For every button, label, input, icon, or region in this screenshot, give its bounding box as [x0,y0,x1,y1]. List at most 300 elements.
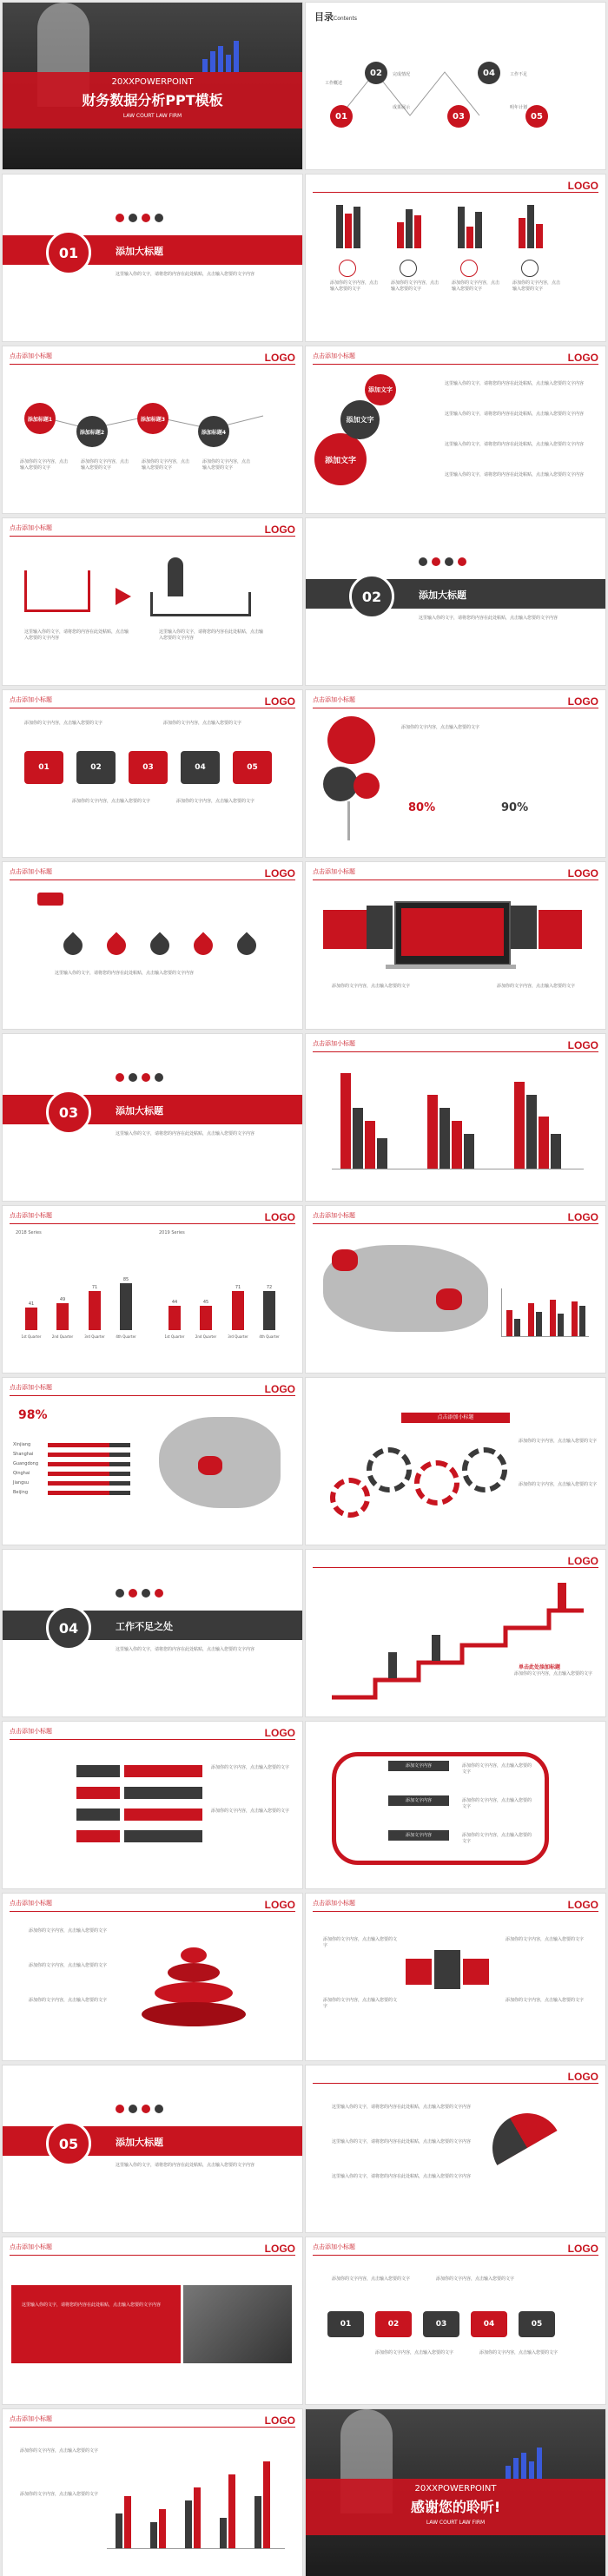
contents-label-4: 工作不足 [510,72,528,77]
step-text-1: 添加你的文字内容，点击输入您要的文字 [332,2276,411,2282]
slide-label: 点击添加小标题 [313,2243,355,2250]
logo: LOGO [264,1211,295,1223]
chart-value-label: 44 [171,1300,178,1305]
circles-text-2: 这里输入你的文字，请将您的内容在此处粘贴，点击输入您要的文字内容 [445,412,585,417]
contents-label-2: 完成情况 [393,72,411,77]
slide-label: 点击添加小标题 [10,524,52,531]
map-progress-fill [48,1453,109,1457]
chart2-plot [159,1267,285,1341]
arrow-row-2-right [124,1787,202,1799]
circles-text-4: 这里输入你的文字，请将您的内容在此处粘贴，点击输入您要的文字内容 [445,472,585,478]
contents-item-5[interactable]: 05 [525,105,548,128]
laptop-slide[interactable] [306,862,605,1029]
slide-label: 点击添加小标题 [10,696,52,703]
icon-4 [155,1589,163,1598]
slide-label: 点击添加小标题 [10,2415,52,2422]
contents-title: 目录Contents [314,11,357,23]
puzzle-piece-2: 02 [76,751,116,784]
header-line [313,192,598,193]
ending-slide[interactable] [306,2409,605,2576]
section-number: 01 [46,230,91,275]
blocks-text-2: 添加你的文字内容，点击输入您要的文字 [323,1998,398,2009]
drop-4 [189,932,216,959]
meeting-icon [24,570,90,612]
map-progress-label: Jiangsu [13,1480,30,1486]
figure-1 [388,1652,397,1678]
block-3 [463,1959,489,1985]
chart-bar [200,1306,212,1330]
icon-3 [142,214,150,222]
slide-label: 点击添加小标题 [313,352,355,359]
red-text-panel [11,2285,181,2363]
chart-category-label: 2nd Quarter [51,1334,74,1339]
logo: LOGO [567,180,598,192]
office-photo [183,2285,292,2363]
arrow-row-2-left [76,1787,120,1799]
contents-label-5: 明年计划 [510,105,528,110]
map-percent: 98% [18,1408,48,1422]
map-progress-row [13,1479,135,1488]
slide-label: 点击添加小标题 [313,1900,355,1907]
chart-bar [232,1291,244,1330]
icon-1 [116,1589,124,1598]
drop-3 [146,932,173,959]
section-title: 工作不足之处 [116,1621,173,1632]
arrow-list-slide[interactable] [3,1722,302,1888]
header-line [10,2427,295,2428]
chart-category-label: 3rd Quarter [84,1334,105,1339]
ending-bars [506,2444,592,2479]
drops-slide[interactable] [3,862,302,1029]
icon-2 [129,1589,137,1598]
photo-text-slide[interactable] [3,2237,302,2404]
header-line [10,2255,295,2256]
section-body: 这里输入你的文字，请将您的内容在此处粘贴，点击输入您要的文字内容 [116,2163,255,2168]
map-progress-label: Xinjiang [13,1442,31,1447]
section-body: 这里输入你的文字，请将您的内容在此处粘贴，点击输入您要的文字内容 [116,1131,255,1136]
panel-text: 这里输入你的文字，请将您的内容在此处粘贴，点击输入您要的文字内容 [22,2303,162,2308]
section-body: 这里输入你的文字，请将您的内容在此处粘贴，点击输入您要的文字内容 [116,272,255,277]
logo: LOGO [264,867,295,880]
map-progress-track [48,1472,130,1476]
ending-subtitle: LAW COURT LAW FIRM [426,2520,486,2526]
icon-2 [129,2105,137,2113]
logo: LOGO [264,1727,295,1739]
process-text-2: 添加你的文字内容，点击输入您要的文字 [81,459,129,471]
ending-title: 感谢您的聆听! [410,2499,501,2515]
slide-label: 点击添加小标题 [313,1040,355,1047]
section-05-slide[interactable] [3,2065,302,2232]
map-progress-fill [48,1443,109,1447]
grouped-bar-slide[interactable] [306,1034,605,1201]
section-04-slide[interactable] [3,1550,302,1716]
tree-text: 添加你的文字内容，点击输入您要的文字 [401,725,480,730]
section-number: 05 [46,2121,91,2166]
tree-circle-right [354,773,380,799]
chart1-title: 2018 Series [16,1230,42,1235]
map-progress-list [13,1440,135,1498]
arrow-row-4-right [124,1830,202,1842]
slide-label: 点击添加小标题 [10,868,52,875]
logo: LOGO [567,867,598,880]
map-progress-track [48,1453,130,1457]
pie-icon [339,260,356,277]
step-2: 02 [375,2311,412,2337]
chart-bar [263,1291,275,1330]
section-body: 这里输入你的文字，请将您的内容在此处粘贴，点击输入您要的文字内容 [116,1647,255,1652]
header-line [313,2083,598,2084]
section-title: 添加大标题 [116,2137,163,2148]
bulb-icon [521,260,539,277]
section-02-slide[interactable] [306,518,605,685]
percent-2: 90% [501,801,529,814]
bars-icons-slide[interactable] [306,175,605,341]
pyramid-layer-2 [168,1963,220,1982]
flow-text-3: 添加你的文字内容，点击输入您要的文字 [462,1833,532,1844]
header-line [313,1051,598,1052]
chart-value-label: 71 [91,1285,98,1290]
contents-item-1[interactable]: 01 [330,105,353,128]
line-bar-slide[interactable] [3,2409,302,2576]
linebar-text-2: 添加你的文字内容，点击输入您要的文字 [20,2492,99,2497]
chart-category-label: 1st Quarter [21,1334,42,1339]
puzzle-piece-3: 03 [129,751,168,784]
map-progress-fill [48,1481,109,1486]
map-progress-label: Beijing [13,1490,29,1495]
umbrella-icon [479,2100,574,2195]
section-03-slide[interactable] [3,1034,302,1201]
faucet-icon [37,893,63,906]
header-line [10,1739,295,1740]
contents-connector [306,3,605,169]
chart-value-label: 49 [59,1297,66,1302]
process-text-4: 添加你的文字内容，点击输入您要的文字 [202,459,251,471]
logo: LOGO [567,352,598,364]
laptop-base [386,965,516,969]
chart-value-label: 71 [235,1285,241,1290]
map-progress-fill [48,1491,109,1495]
flow-text-2: 添加你的文字内容，点击输入您要的文字 [462,1798,532,1809]
chart-category-label: 2nd Quarter [195,1334,217,1339]
pyramid-layer-4 [142,2002,246,2026]
icon-1 [419,557,427,566]
arrow-text-2: 添加你的文字内容，点击输入您要的文字 [211,1808,290,1814]
chart-bar [120,1283,132,1330]
caption-3: 添加你的文字内容，点击输入您要的文字 [452,280,500,292]
chart-bar [169,1306,181,1330]
map-progress-row [13,1450,135,1459]
laptop-text-1: 添加你的文字内容，点击输入您要的文字 [332,984,411,989]
map-progress-track [48,1462,130,1466]
contents-item-3[interactable]: 03 [447,105,470,128]
block-1 [406,1959,432,1985]
logo: LOGO [264,2415,295,2427]
slide-label: 点击添加小标题 [10,1900,52,1907]
map-progress-label: Qinghai [13,1471,30,1476]
pyramid-text-2: 添加你的文字内容，点击输入您要的文字 [29,1963,108,1968]
gears-title: 点击添加小标题 [401,1413,510,1423]
contents-item-2[interactable]: 02 [365,62,387,84]
contents-label-3: 成果展示 [393,105,411,110]
map-progress-fill [48,1472,109,1476]
puzzle-text-4: 添加你的文字内容，点击输入您要的文字 [176,799,255,804]
logo: LOGO [567,2243,598,2255]
header-line [10,536,295,537]
stairs-slide[interactable] [306,1550,605,1716]
linebar-text-1: 添加你的文字内容，点击输入您要的文字 [20,2448,99,2454]
step-1: 01 [327,2311,364,2337]
big-circle-1: 添加文字 [314,433,367,485]
chart-value-label: 45 [202,1300,209,1305]
puzzle-text-1: 添加你的文字内容，点击输入您要的文字 [24,721,103,726]
cover-title: 财务数据分析PPT模板 [82,92,223,109]
blocks-text-1: 添加你的文字内容，点击输入您要的文字 [323,1937,398,1948]
china-map-slide[interactable] [3,1378,302,1545]
header-line [10,1223,295,1224]
icon-4 [458,557,466,566]
logo: LOGO [264,352,295,364]
blocks-text-4: 添加你的文字内容，点击输入您要的文字 [506,1998,585,2003]
puzzle-text-3: 添加你的文字内容，点击输入您要的文字 [72,799,151,804]
section-01-slide[interactable] [3,175,302,341]
logo: LOGO [567,695,598,708]
section-number: 02 [349,574,394,619]
laptop-screen [394,901,511,965]
logo: LOGO [264,695,295,708]
laptop-text-2: 添加你的文字内容，点击输入您要的文字 [497,984,576,989]
process-node-2: 添加标题2 [76,416,108,447]
puzzle-piece-5: 05 [233,751,272,784]
caption-1: 添加你的文字内容，点击输入您要的文字 [330,280,379,292]
icon-1 [116,1073,124,1082]
person-icon [168,557,183,596]
line-bar-plot [107,2444,285,2549]
contents-slide[interactable] [306,3,605,169]
tree-trunk [347,801,350,840]
section-title: 添加大标题 [116,1105,163,1117]
slide-label: 点击添加小标题 [10,352,52,359]
puzzle-text-2: 添加你的文字内容，点击输入您要的文字 [163,721,242,726]
block-2 [434,1950,460,1989]
map-highlight-2 [436,1288,462,1310]
cover-bars [202,37,289,72]
ending-top-line: 20XXPOWERPOINT [414,2484,497,2494]
chart-bar [56,1303,69,1330]
gear-icon-3 [462,1447,507,1492]
map-progress-label: Guangdong [13,1461,39,1466]
logo: LOGO [264,2243,295,2255]
flow-loop-slide[interactable] [306,1722,605,1888]
step-5: 05 [519,2311,555,2337]
icon-1 [116,2105,124,2113]
drops-text: 这里输入你的文字，请将您的内容在此处粘贴，点击输入您要的文字内容 [55,971,195,976]
gears-text-2: 添加你的文字内容，点击输入您要的文字 [519,1482,598,1487]
section-title: 添加大标题 [116,246,163,257]
process-text-1: 添加你的文字内容，点击输入您要的文字 [20,459,69,471]
umbrella-text-1: 这里输入你的文字，请将您的内容在此处粘贴，点击输入您要的文字内容 [332,2105,472,2110]
drop-5 [233,932,260,959]
contents-label-1: 工作概述 [325,81,343,86]
grouped-bar-plot [332,1064,584,1169]
circles-slide[interactable] [306,346,605,513]
umbrella-text-3: 这里输入你的文字，请将您的内容在此处粘贴，点击输入您要的文字内容 [332,2174,472,2179]
gear-icon-2 [414,1460,459,1505]
icon-3 [445,557,453,566]
step-text-4: 添加你的文字内容，点击输入您要的文字 [479,2350,558,2355]
slide-label: 点击添加小标题 [10,2243,52,2250]
chart-value-label: 41 [28,1301,35,1307]
step-text-2: 添加你的文字内容，点击输入您要的文字 [436,2276,515,2282]
money-icon [460,260,478,277]
pyramid-layer-1 [181,1947,207,1963]
map-progress-row [13,1440,135,1450]
logo: LOGO [567,1555,598,1567]
ending-band [306,2479,605,2535]
flow-item-3: 添加文字内容 [388,1830,449,1841]
arrow-row-3-left [76,1808,120,1821]
process-slide[interactable] [3,346,302,513]
grouped-bars [336,201,579,248]
logo: LOGO [264,1383,295,1395]
icon-4 [155,1073,163,1082]
icon-3 [142,2105,150,2113]
icon-4 [155,2105,163,2113]
icon-2 [432,557,440,566]
flow-text-1: 添加你的文字内容，点击输入您要的文字 [462,1763,532,1775]
figure-3 [558,1583,566,1609]
chart-category-label: 1st Quarter [164,1334,185,1339]
chart-value-label: 72 [266,1285,273,1290]
logo: LOGO [567,1899,598,1911]
panel-3 [511,906,537,949]
chart-category-label: 4th Quarter [116,1334,136,1339]
contents-item-4[interactable]: 04 [478,62,500,84]
icon-2 [129,214,137,222]
panel-2 [367,906,393,949]
icons-text-1: 这里输入你的文字，请将您的内容在此处粘贴，点击输入您要的文字内容 [24,629,129,641]
process-node-4: 添加标题4 [198,416,229,447]
figure-2 [432,1635,440,1661]
map-progress-row [13,1459,135,1469]
chart-value-label: 85 [122,1277,129,1282]
chart-bar [25,1308,37,1330]
slide-label: 点击添加小标题 [10,1728,52,1735]
arrow-row-1-left [76,1765,120,1777]
slide-label: 点击添加小标题 [10,1212,52,1219]
arrow-row-3-right [124,1808,202,1821]
process-node-1: 添加标题1 [24,403,56,434]
header-line [313,2255,598,2256]
pyramid-text-3: 添加你的文字内容，点击输入您要的文字 [29,1998,108,2003]
map-progress-row [13,1488,135,1498]
icon-1 [116,214,124,222]
header-line [313,1911,598,1912]
slide-label: 点击添加小标题 [10,1384,52,1391]
header-line [10,1911,295,1912]
umbrella-slide[interactable] [306,2065,605,2232]
caption-4: 添加你的文字内容，点击输入您要的文字 [512,280,561,292]
map-progress-fill [48,1462,109,1466]
logo: LOGO [567,2071,598,2083]
icon-4 [155,214,163,222]
arrow-row-1-right [124,1765,202,1777]
chart-bar [89,1291,101,1330]
circles-text-3: 这里输入你的文字，请将您的内容在此处粘贴，点击输入您要的文字内容 [445,442,585,447]
cover-top-line: 20XXPOWERPOINT [111,77,194,87]
map-highlight-1 [332,1249,358,1271]
map-progress-row [13,1469,135,1479]
blocks-text-3: 添加你的文字内容，点击输入您要的文字 [506,1937,585,1942]
gear-icon-1 [367,1447,412,1492]
process-text-3: 添加你的文字内容，点击输入您要的文字 [142,459,190,471]
map-progress-track [48,1443,130,1447]
pyramid-slide[interactable] [3,1894,302,2060]
world-map-slide[interactable] [306,1206,605,1373]
chart2-title: 2019 Series [159,1230,185,1235]
cross-blocks-slide[interactable] [306,1894,605,2060]
cover-subtitle: LAW COURT LAW FIRM [122,113,182,119]
tree-circle-top [327,716,375,764]
puzzle-slide[interactable] [3,690,302,857]
map-progress-track [48,1481,130,1486]
slide-label: 点击添加小标题 [313,1212,355,1219]
header-line [313,1223,598,1224]
chart1-plot [16,1267,142,1341]
flow-item-1: 添加文字内容 [388,1761,449,1771]
puzzle-piece-1: 01 [24,751,63,784]
big-circle-2: 添加文字 [340,400,380,439]
big-circle-3: 添加文字 [365,374,396,405]
stairs-label: 单击此处添加标题 [519,1664,561,1670]
business-icons-slide[interactable] [3,518,302,685]
drop-2 [102,932,129,959]
icon-2 [129,1073,137,1082]
panel-4 [539,910,582,949]
pyramid-text-1: 添加你的文字内容，点击输入您要的文字 [29,1928,108,1934]
arrow-steps-slide[interactable] [306,2237,605,2404]
icon-3 [142,1589,150,1598]
section-number: 04 [46,1605,91,1650]
stairs-text: 添加你的文字内容，点击输入您要的文字 [514,1671,593,1677]
section-number: 03 [46,1090,91,1135]
gears-slide[interactable] [306,1378,605,1545]
gears-text-1: 添加你的文字内容，点击输入您要的文字 [519,1439,598,1444]
header-line [313,364,598,365]
stairs-graphic [306,1550,605,1716]
circles-text-1: 这里输入你的文字，请将您的内容在此处粘贴，点击输入您要的文字内容 [445,381,585,386]
tree-percent-slide[interactable] [306,690,605,857]
chart-category-label: 4th Quarter [259,1334,280,1339]
drop-1 [59,932,86,959]
arrow-icon [116,588,131,605]
logo: LOGO [264,1899,295,1911]
gear-icon-4 [330,1478,370,1518]
tree-circle-left [323,767,358,801]
caption-2: 添加你的文字内容，点击输入您要的文字 [391,280,439,292]
pyramid-layer-3 [155,1982,233,2004]
umbrella-text-2: 这里输入你的文字，请将您的内容在此处粘贴，点击输入您要的文字内容 [332,2139,472,2144]
mini-bar-chart [501,1288,589,1337]
bar-charts-slide[interactable] [3,1206,302,1373]
frame-icon [150,592,251,616]
header-line [10,1395,295,1396]
icon-3 [142,1073,150,1082]
map-progress-track [48,1491,130,1495]
chart-category-label: 3rd Quarter [228,1334,248,1339]
slide-label: 点击添加小标题 [313,868,355,875]
cover-slide[interactable] [3,3,302,169]
cover-band [3,72,302,128]
